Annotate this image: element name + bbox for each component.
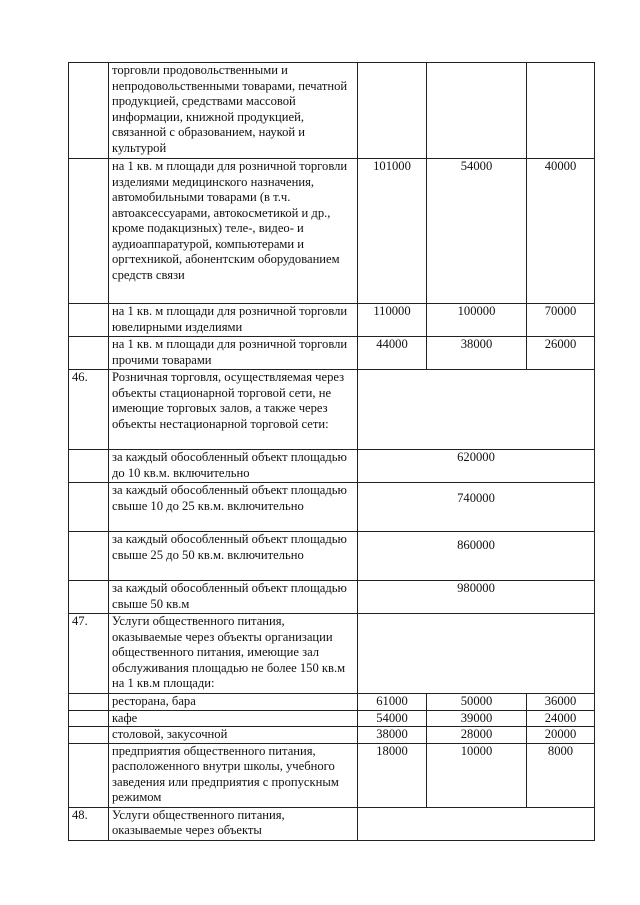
rate-zone-1: 54000 bbox=[358, 710, 427, 727]
rate-zone-3: 20000 bbox=[527, 727, 595, 744]
row-number bbox=[69, 337, 109, 370]
row-number bbox=[69, 694, 109, 711]
table-row bbox=[69, 710, 595, 727]
rates-table bbox=[68, 62, 595, 841]
table-row bbox=[69, 807, 595, 840]
row-number bbox=[69, 304, 109, 337]
row-description: торговли продовольственными и непродовольственными товарами, печатной продукцией, средствами массовой информации, книжной продукцией, связанной с образованием, наукой и культурой bbox=[109, 63, 358, 159]
rate-zone-2: 39000 bbox=[427, 710, 527, 727]
row-number: 47. bbox=[69, 614, 109, 694]
rate-merged bbox=[358, 370, 595, 450]
rate-zone-2: 28000 bbox=[427, 727, 527, 744]
row-description: Розничная торговля, осуществляемая через объекты стационарной торговой сети, не имеющие торговых залов, а также через объекты нестационарной торговой сети: bbox=[109, 370, 358, 450]
table-row bbox=[69, 614, 595, 694]
rate-merged bbox=[358, 807, 595, 840]
rate-zone-1: 101000 bbox=[358, 159, 427, 304]
rate-zone-2: 10000 bbox=[427, 743, 527, 807]
row-description: на 1 кв. м площади для розничной торговли изделиями медицинского назначения, автомобильными товарами (в т.ч. автоаксессуарами, автокосметикой и др., кроме подакцизных) теле-, видео- и аудиоаппаратурой, компьютерами и оргтехникой, абонентским оборудованием средств связи bbox=[109, 159, 358, 304]
row-description: за каждый обособленный объект площадью свыше 25 до 50 кв.м. включительно bbox=[109, 532, 358, 581]
row-number bbox=[69, 63, 109, 159]
rate-zone-3: 70000 bbox=[527, 304, 595, 337]
rate-zone-2: 100000 bbox=[427, 304, 527, 337]
row-description: на 1 кв. м площади для розничной торговли ювелирными изделиями bbox=[109, 304, 358, 337]
rate-zone-3: 40000 bbox=[527, 159, 595, 304]
rate-zone-3: 26000 bbox=[527, 337, 595, 370]
row-number: 46. bbox=[69, 370, 109, 450]
rate-merged bbox=[358, 614, 595, 694]
rate-zone-3: 24000 bbox=[527, 710, 595, 727]
table-row bbox=[69, 450, 595, 483]
rate-zone-2: 50000 bbox=[427, 694, 527, 711]
row-description: Услуги общественного питания, оказываемые через объекты организации общественного питания, имеющие зал обслуживания площадью не более 150 кв.м на 1 кв.м площади: bbox=[109, 614, 358, 694]
rate-zone-3: 36000 bbox=[527, 694, 595, 711]
row-description: столовой, закусочной bbox=[109, 727, 358, 744]
row-number bbox=[69, 727, 109, 744]
table-row bbox=[69, 694, 595, 711]
rate-zone-1: 61000 bbox=[358, 694, 427, 711]
table-row bbox=[69, 483, 595, 532]
table-row bbox=[69, 370, 595, 450]
table-row bbox=[69, 532, 595, 581]
rate-zone-2: 38000 bbox=[427, 337, 527, 370]
row-number bbox=[69, 743, 109, 807]
table-row bbox=[69, 63, 595, 159]
rate-zone-1: 18000 bbox=[358, 743, 427, 807]
rate-zone-1: 44000 bbox=[358, 337, 427, 370]
table-row bbox=[69, 337, 595, 370]
row-description: Услуги общественного питания, оказываемые через объекты bbox=[109, 807, 358, 840]
row-number bbox=[69, 532, 109, 581]
rate-merged: 980000 bbox=[358, 581, 595, 614]
rate-zone-1: 38000 bbox=[358, 727, 427, 744]
table-row bbox=[69, 743, 595, 807]
row-number bbox=[69, 450, 109, 483]
rate-zone-3: 8000 bbox=[527, 743, 595, 807]
table-row bbox=[69, 159, 595, 304]
rate-zone-2 bbox=[427, 63, 527, 159]
table-row bbox=[69, 727, 595, 744]
row-description: на 1 кв. м площади для розничной торговли прочими товарами bbox=[109, 337, 358, 370]
rate-zone-2: 54000 bbox=[427, 159, 527, 304]
row-description: предприятия общественного питания, расположенного внутри школы, учебного заведения или предприятия с пропускным режимом bbox=[109, 743, 358, 807]
row-description: ресторана, бара bbox=[109, 694, 358, 711]
row-description: за каждый обособленный объект площадью свыше 10 до 25 кв.м. включительно bbox=[109, 483, 358, 532]
row-number bbox=[69, 710, 109, 727]
row-number bbox=[69, 159, 109, 304]
row-description: за каждый обособленный объект площадью свыше 50 кв.м bbox=[109, 581, 358, 614]
rate-merged: 620000 bbox=[358, 450, 595, 483]
row-description: кафе bbox=[109, 710, 358, 727]
rate-zone-3 bbox=[527, 63, 595, 159]
rate-zone-1: 110000 bbox=[358, 304, 427, 337]
table-row bbox=[69, 304, 595, 337]
row-number bbox=[69, 483, 109, 532]
rate-merged: 740000 bbox=[358, 483, 595, 532]
row-number: 48. bbox=[69, 807, 109, 840]
row-number bbox=[69, 581, 109, 614]
rate-zone-1 bbox=[358, 63, 427, 159]
rate-merged: 860000 bbox=[358, 532, 595, 581]
row-description: за каждый обособленный объект площадью до 10 кв.м. включительно bbox=[109, 450, 358, 483]
table-row bbox=[69, 581, 595, 614]
